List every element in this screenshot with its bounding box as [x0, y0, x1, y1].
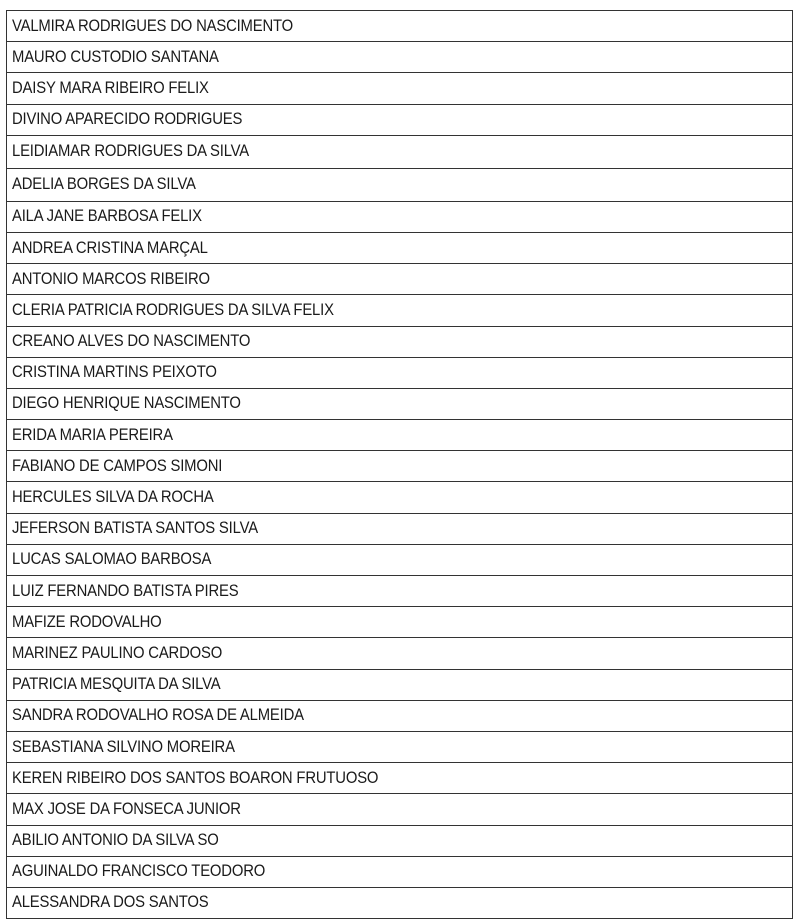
name-cell	[7, 357, 793, 388]
name-cell	[7, 388, 793, 419]
name-text: HERCULES SILVA DA ROCHA	[12, 488, 214, 507]
name-text: CLERIA PATRICIA RODRIGUES DA SILVA FELIX	[12, 300, 334, 319]
name-cell	[7, 794, 793, 825]
table-row	[7, 232, 793, 263]
table-row	[7, 388, 793, 419]
name-text: CREANO ALVES DO NASCIMENTO	[12, 332, 251, 351]
name-text: ANDREA CRISTINA MARÇAL	[12, 238, 208, 257]
name-text: AILA JANE BARBOSA FELIX	[12, 207, 202, 226]
name-cell	[7, 856, 793, 887]
name-cell	[7, 576, 793, 607]
table-row	[7, 544, 793, 575]
names-table-body	[7, 11, 793, 919]
name-text: ALESSANDRA DOS SANTOS	[12, 893, 209, 912]
name-text: PATRICIA MESQUITA DA SILVA	[12, 675, 221, 694]
table-row	[7, 135, 793, 168]
name-text: ADELIA BORGES DA SILVA	[12, 175, 196, 194]
table-row	[7, 700, 793, 731]
name-cell	[7, 420, 793, 451]
name-cell	[7, 638, 793, 669]
name-cell	[7, 731, 793, 762]
name-cell	[7, 11, 793, 42]
name-cell	[7, 232, 793, 263]
table-row	[7, 357, 793, 388]
table-row	[7, 326, 793, 357]
name-cell	[7, 607, 793, 638]
name-cell	[7, 669, 793, 700]
table-row	[7, 201, 793, 232]
name-cell	[7, 482, 793, 513]
name-text: DIVINO APARECIDO RODRIGUES	[12, 110, 243, 129]
name-text: ABILIO ANTONIO DA SILVA SO	[12, 831, 219, 850]
table-row	[7, 607, 793, 638]
name-cell	[7, 295, 793, 326]
name-text: LEIDIAMAR RODRIGUES DA SILVA	[12, 142, 250, 161]
table-row	[7, 887, 793, 918]
name-text: SANDRA RODOVALHO ROSA DE ALMEIDA	[12, 706, 304, 725]
name-cell	[7, 264, 793, 295]
table-row	[7, 669, 793, 700]
name-text: MARINEZ PAULINO CARDOSO	[12, 643, 223, 662]
name-cell	[7, 763, 793, 794]
name-text: LUCAS SALOMAO BARBOSA	[12, 550, 212, 569]
name-cell	[7, 451, 793, 482]
name-text: LUIZ FERNANDO BATISTA PIRES	[12, 581, 239, 600]
name-cell	[7, 104, 793, 135]
table-row	[7, 73, 793, 104]
name-text: JEFERSON BATISTA SANTOS SILVA	[12, 519, 258, 538]
name-cell	[7, 700, 793, 731]
table-row	[7, 825, 793, 856]
table-row	[7, 420, 793, 451]
name-text: MAFIZE RODOVALHO	[12, 612, 162, 631]
name-text: CRISTINA MARTINS PEIXOTO	[12, 363, 217, 382]
table-row	[7, 794, 793, 825]
name-cell	[7, 544, 793, 575]
table-row	[7, 11, 793, 42]
name-cell	[7, 42, 793, 73]
name-cell	[7, 513, 793, 544]
table-row	[7, 513, 793, 544]
name-cell	[7, 887, 793, 918]
name-text: KEREN RIBEIRO DOS SANTOS BOARON FRUTUOSO	[12, 768, 379, 787]
name-cell	[7, 326, 793, 357]
name-text: MAX JOSE DA FONSECA JUNIOR	[12, 799, 241, 818]
name-text: FABIANO DE CAMPOS SIMONI	[12, 456, 223, 475]
name-text: VALMIRA RODRIGUES DO NASCIMENTO	[12, 16, 294, 35]
table-row	[7, 451, 793, 482]
table-row	[7, 482, 793, 513]
name-cell	[7, 135, 793, 168]
table-row	[7, 42, 793, 73]
name-cell	[7, 825, 793, 856]
table-row	[7, 856, 793, 887]
table-row	[7, 638, 793, 669]
name-cell	[7, 73, 793, 104]
table-row	[7, 168, 793, 201]
table-row	[7, 295, 793, 326]
name-text: MAURO CUSTODIO SANTANA	[12, 47, 219, 66]
table-row	[7, 264, 793, 295]
name-text: ANTONIO MARCOS RIBEIRO	[12, 269, 210, 288]
name-text: SEBASTIANA SILVINO MOREIRA	[12, 737, 235, 756]
name-text: AGUINALDO FRANCISCO TEODORO	[12, 862, 266, 881]
name-text: DAISY MARA RIBEIRO FELIX	[12, 78, 209, 97]
table-row	[7, 731, 793, 762]
table-row	[7, 104, 793, 135]
table-row	[7, 763, 793, 794]
name-cell	[7, 201, 793, 232]
table-row	[7, 576, 793, 607]
name-text: ERIDA MARIA PEREIRA	[12, 425, 173, 444]
name-cell	[7, 168, 793, 201]
name-text: DIEGO HENRIQUE NASCIMENTO	[12, 394, 241, 413]
names-table	[6, 10, 793, 919]
